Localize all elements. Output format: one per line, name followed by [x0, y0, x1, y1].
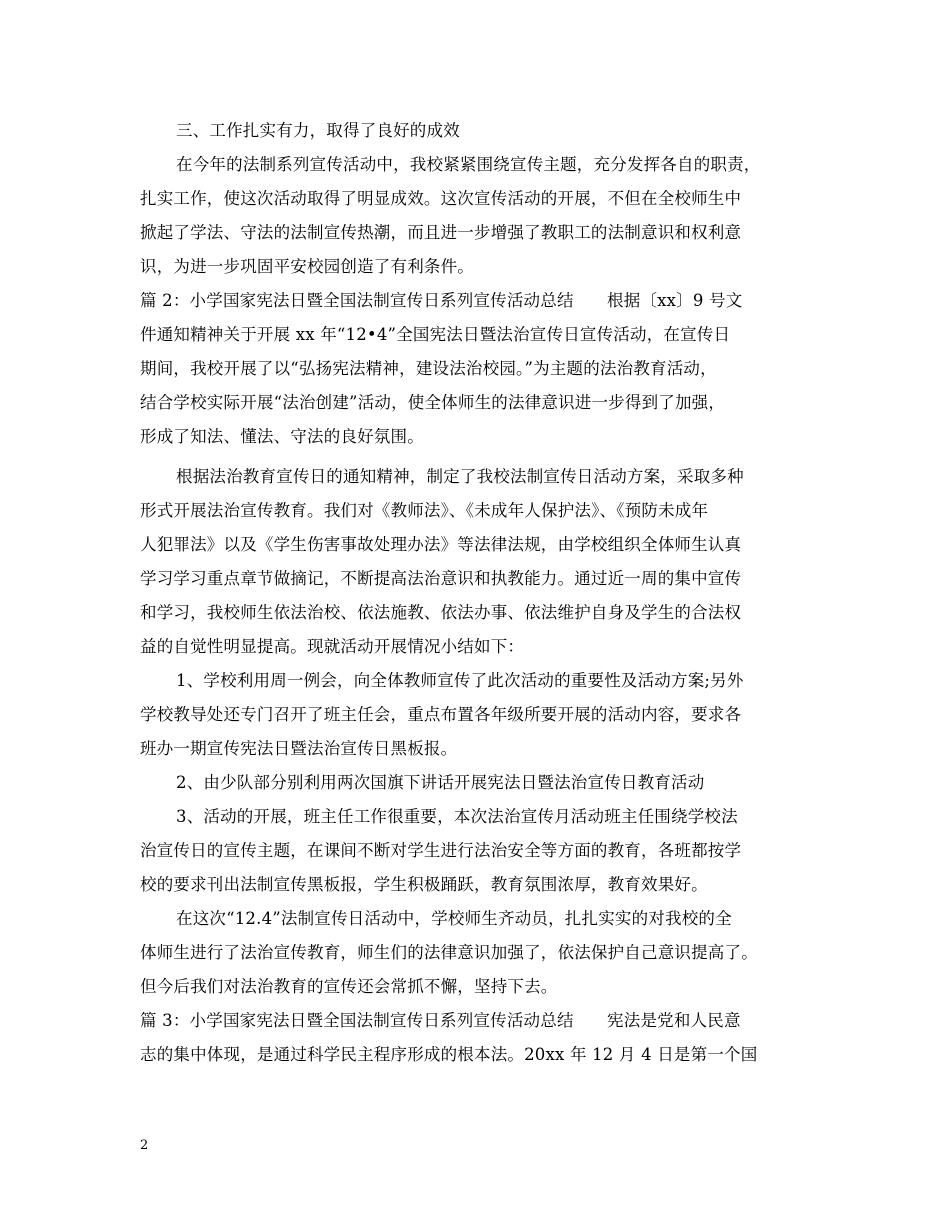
text-line: 3、活动的开展，班主任工作很重要，本次法治宣传月活动班主任围绕学校法 — [176, 807, 738, 826]
text-line: 1、学校利用周一例会，向全体教师宣传了此次活动的重要性及活动方案;另外 — [176, 671, 744, 690]
page-number: 2 — [140, 1138, 149, 1153]
text-line: 件通知精神关于开展 xx 年“12•4”全国宪法日暨法治宣传日宣传活动，在宣传日 — [140, 325, 731, 344]
document-body — [140, 114, 820, 1072]
text-line: 和学习，我校师生依法治校、依法施教、依法办事、依法维护自身及学生的合法权 — [140, 603, 742, 622]
text-line: 但今后我们对法治教育的宣传还会常抓不懈，坚持下去。 — [140, 977, 558, 996]
text-line: 掀起了学法、守法的法制宣传热潮，而且进一步增强了教职工的法制意识和权利意 — [140, 223, 742, 242]
text-line: 形成了知法、懂法、守法的良好氛围。 — [140, 427, 424, 446]
text-line: 学习学习重点章节做摘记，不断提高法治意识和执教能力。通过近一周的集中宣传 — [140, 569, 742, 588]
section-heading: 三、工作扎实有力，取得了良好的成效 — [176, 121, 460, 140]
text-line: 扎实工作，使这次活动取得了明显成效。这次宣传活动的开展，不但在全校师生中 — [140, 189, 742, 208]
text-line: 结合学校实际开展“法治创建”活动，使全体师生的法律意识进一步得到了加强， — [140, 393, 726, 412]
text-line: 2、由少队部分别利用两次国旗下讲话开展宪法日暨法治宣传日教育活动 — [176, 773, 705, 792]
text-line: 学校教导处还专门召开了班主任会，重点布置各年级所要开展的活动内容，要求各 — [140, 705, 742, 724]
text-line: 识，为进一步巩固平安校园创造了有利条件。 — [140, 257, 474, 276]
text-line: 益的自觉性明显提高。现就活动开展情况小结如下： — [140, 637, 525, 656]
text-line: 治宣传日的宣传主题，在课间不断对学生进行法治安全等方面的教育，各班都按学 — [140, 841, 742, 860]
text-line: 体师生进行了法治宣传教育，师生们的法律意识加强了，依法保护自己意识提高了。 — [140, 943, 758, 962]
text-line: 在今年的法制系列宣传活动中，我校紧紧围绕宣传主题，充分发挥各自的职责， — [176, 155, 761, 174]
text-line: 志的集中体现，是通过科学民主程序形成的根本法。20xx 年 12 月 4 日是第一个国 — [140, 1045, 758, 1064]
text-line: 人犯罪法》以及《学生伤害事故处理办法》等法律法规，由学校组织全体师生认真 — [140, 535, 742, 554]
text-line: 期间，我校开展了以“弘扬宪法精神，建设法治校园。”为主题的法治教育活动， — [140, 359, 717, 378]
text-line: 形式开展法治宣传教育。我们对《教师法》、《未成年人保护法》、《预防未成年 — [140, 501, 709, 520]
text-line: 校的要求刊出法制宣传黑板报，学生积极踊跃，教育氛围浓厚，教育效果好。 — [140, 875, 708, 894]
text-line: 在这次“12.4”法制宣传日活动中，学校师生齐动员，扎扎实实的对我校的全 — [176, 909, 732, 928]
article-heading-line: 篇 2：小学国家宪法日暨全国法制宣传日系列宣传活动总结 根据〔xx〕9 号文 — [140, 291, 743, 310]
article-heading-line: 篇 3：小学国家宪法日暨全国法制宣传日系列宣传活动总结 宪法是党和人民意 — [140, 1011, 741, 1030]
text-line: 根据法治教育宣传日的通知精神，制定了我校法制宣传日活动方案，采取多种 — [176, 467, 744, 486]
text-line: 班办一期宣传宪法日暨法治宣传日黑板报。 — [140, 739, 458, 758]
